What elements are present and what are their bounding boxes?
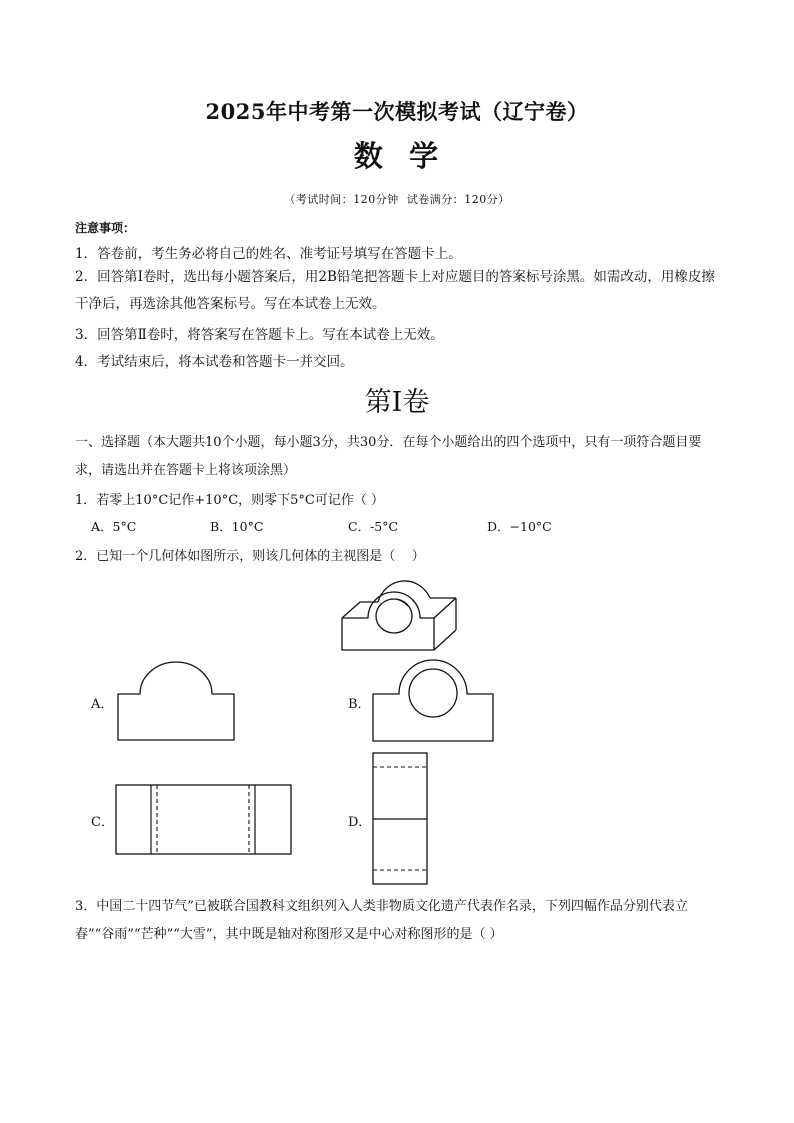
option-a[interactable]: A． bbox=[91, 697, 114, 712]
option-c-figure[interactable] bbox=[114, 783, 294, 857]
option-d[interactable]: D．−10°C bbox=[487, 519, 552, 534]
exam-info: （考试时间：120分钟 试卷满分：120分） bbox=[284, 193, 510, 206]
note-item: 1．答卷前，考生务必将自己的姓名、准考证号填写在答题卡上。 bbox=[75, 246, 462, 262]
option-c[interactable]: C．-5°C bbox=[348, 519, 399, 534]
note-item: 4．考试结束后，将本试卷和答题卡一并交回。 bbox=[75, 354, 354, 370]
section-heading: 第Ⅰ卷 bbox=[364, 387, 430, 418]
part-intro: 一、选择题（本大题共10个小题，每小题3分，共30分．在每个小题给出的四个选项中，只有一项符合题目要求，请选出并在答题卡上将该项涂黑） bbox=[75, 435, 702, 478]
option-b[interactable]: B．10°C bbox=[210, 519, 264, 534]
option-b-figure[interactable] bbox=[371, 658, 497, 744]
question-stem: 3．中国二十四节气”已被联合国教科文组织列入人类非物质文化遗产代表作名录，下列四幅作品分别代表立春”“谷雨”“芒种”“大雪”，其中既是轴对称图形又是中心对称图形的是（ ） bbox=[75, 899, 688, 942]
solid-figure bbox=[338, 568, 468, 652]
notes-heading: 注意事项： bbox=[75, 221, 136, 235]
question-stem: 2．已知一个几何体如图所示，则该几何体的主视图是（ ） bbox=[75, 549, 425, 564]
option-d[interactable]: D． bbox=[348, 815, 372, 830]
option-a-figure[interactable] bbox=[116, 662, 238, 742]
option-b[interactable]: B． bbox=[348, 697, 371, 712]
note-item: 3．回答第Ⅱ卷时，将答案写在答题卡上。写在本试卷上无效。 bbox=[75, 327, 444, 343]
option-d-figure[interactable] bbox=[371, 751, 429, 887]
exam-title: 2025年中考第一次模拟考试（辽宁卷） bbox=[205, 99, 589, 124]
option-c[interactable]: C． bbox=[91, 815, 114, 830]
note-item: 2．回答第Ⅰ卷时，选出每小题答案后，用2B铅笔把答题卡上对应题目的答案标号涂黑。如需改动，用橡皮擦干净后，再选涂其他答案标号。写在本试卷上无效。 bbox=[75, 269, 715, 312]
option-a[interactable]: A．5°C bbox=[91, 519, 137, 534]
question-stem: 1．若零上10°C记作+10°C，则零下5°C可记作（ ） bbox=[75, 493, 384, 508]
subject-title: 数 学 bbox=[353, 139, 441, 173]
